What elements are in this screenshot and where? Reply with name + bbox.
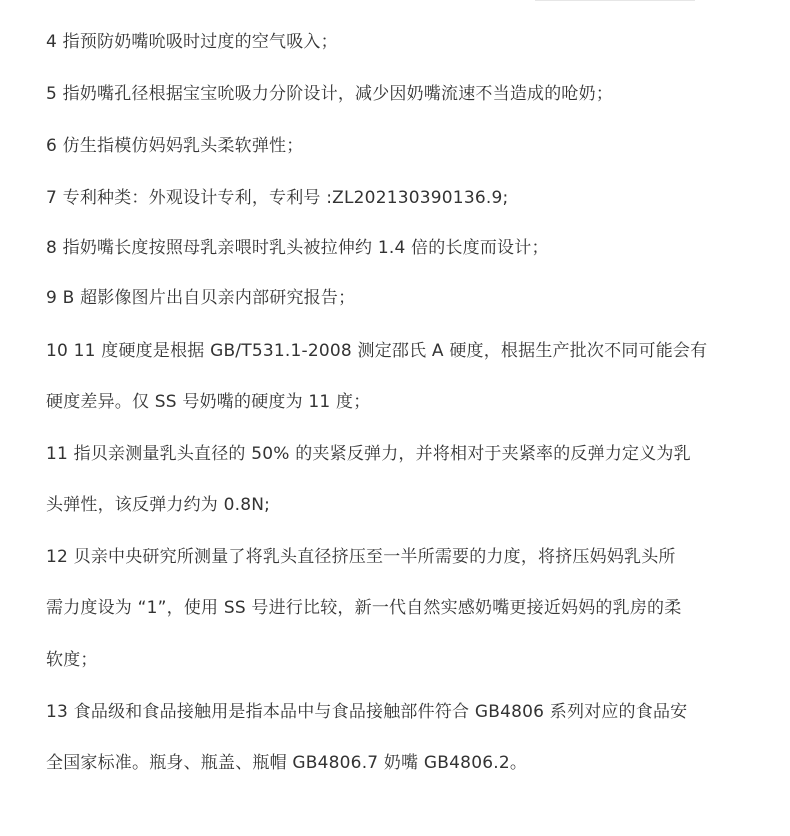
footnote-11 <box>46 446 766 463</box>
footnote-4 <box>46 34 766 51</box>
footnote-7-text: 7 专利种类：外观设计专利，专利号 :ZL202130390136.9; <box>46 188 509 208</box>
footnote-5-text: 5 指奶嘴孔径根据宝宝吮吸力分阶设计，减少因奶嘴流速不当造成的呛奶； <box>46 84 614 104</box>
footnote-10-line-1: 10 11 度硬度是根据 GB/T531.1-2008 测定邵氏 A 硬度，根据生产批次不同可能会有 <box>46 341 708 361</box>
footnote-6-text: 6 仿生指模仿妈妈乳头柔软弹性； <box>46 136 304 156</box>
footnote-7 <box>46 190 766 207</box>
footnote-13-cont <box>46 755 766 772</box>
footnote-5 <box>46 86 766 103</box>
footnote-9 <box>46 290 766 307</box>
footnote-4-text: 4 指预防奶嘴吮吸时过度的空气吸入； <box>46 32 338 52</box>
footnote-10-cont <box>46 394 766 411</box>
footnote-11-line-1: 11 指贝亲测量乳头直径的 50% 的夹紧反弹力，并将相对于夹紧率的反弹力定义为乳 <box>46 444 691 464</box>
footnote-13-line-2: 全国家标准。瓶身、瓶盖、瓶帽 GB4806.7 奶嘴 GB4806.2。 <box>46 753 528 773</box>
footnote-11-cont <box>46 497 766 514</box>
footnote-10 <box>46 343 766 360</box>
footnote-12-line-2: 需力度设为 “1”，使用 SS 号进行比较，新一代自然实感奶嘴更接近妈妈的乳房的柔 <box>46 598 682 618</box>
footnote-12-cont-1 <box>46 600 766 617</box>
top-divider <box>535 0 695 1</box>
footnote-13-line-1: 13 食品级和食品接触用是指本品中与食品接触部件符合 GB4806 系列对应的食品安 <box>46 702 688 722</box>
footnote-12-line-3: 软度； <box>46 650 98 670</box>
footnote-13 <box>46 704 766 721</box>
footnote-9-text: 9 B 超影像图片出自贝亲内部研究报告； <box>46 288 356 308</box>
footnote-12-cont-2 <box>46 652 766 669</box>
footnote-12-line-1: 12 贝亲中央研究所测量了将乳头直径挤压至一半所需要的力度，将挤压妈妈乳头所 <box>46 547 676 567</box>
footnote-12 <box>46 549 766 566</box>
footnote-6 <box>46 138 766 155</box>
footnote-11-line-2: 头弹性，该反弹力约为 0.8N; <box>46 495 271 515</box>
footnote-8 <box>46 240 766 257</box>
footnote-8-text: 8 指奶嘴长度按照母乳亲喂时乳头被拉伸约 1.4 倍的长度而设计； <box>46 238 549 258</box>
footnote-10-line-2: 硬度差异。仅 SS 号奶嘴的硬度为 11 度； <box>46 392 371 412</box>
